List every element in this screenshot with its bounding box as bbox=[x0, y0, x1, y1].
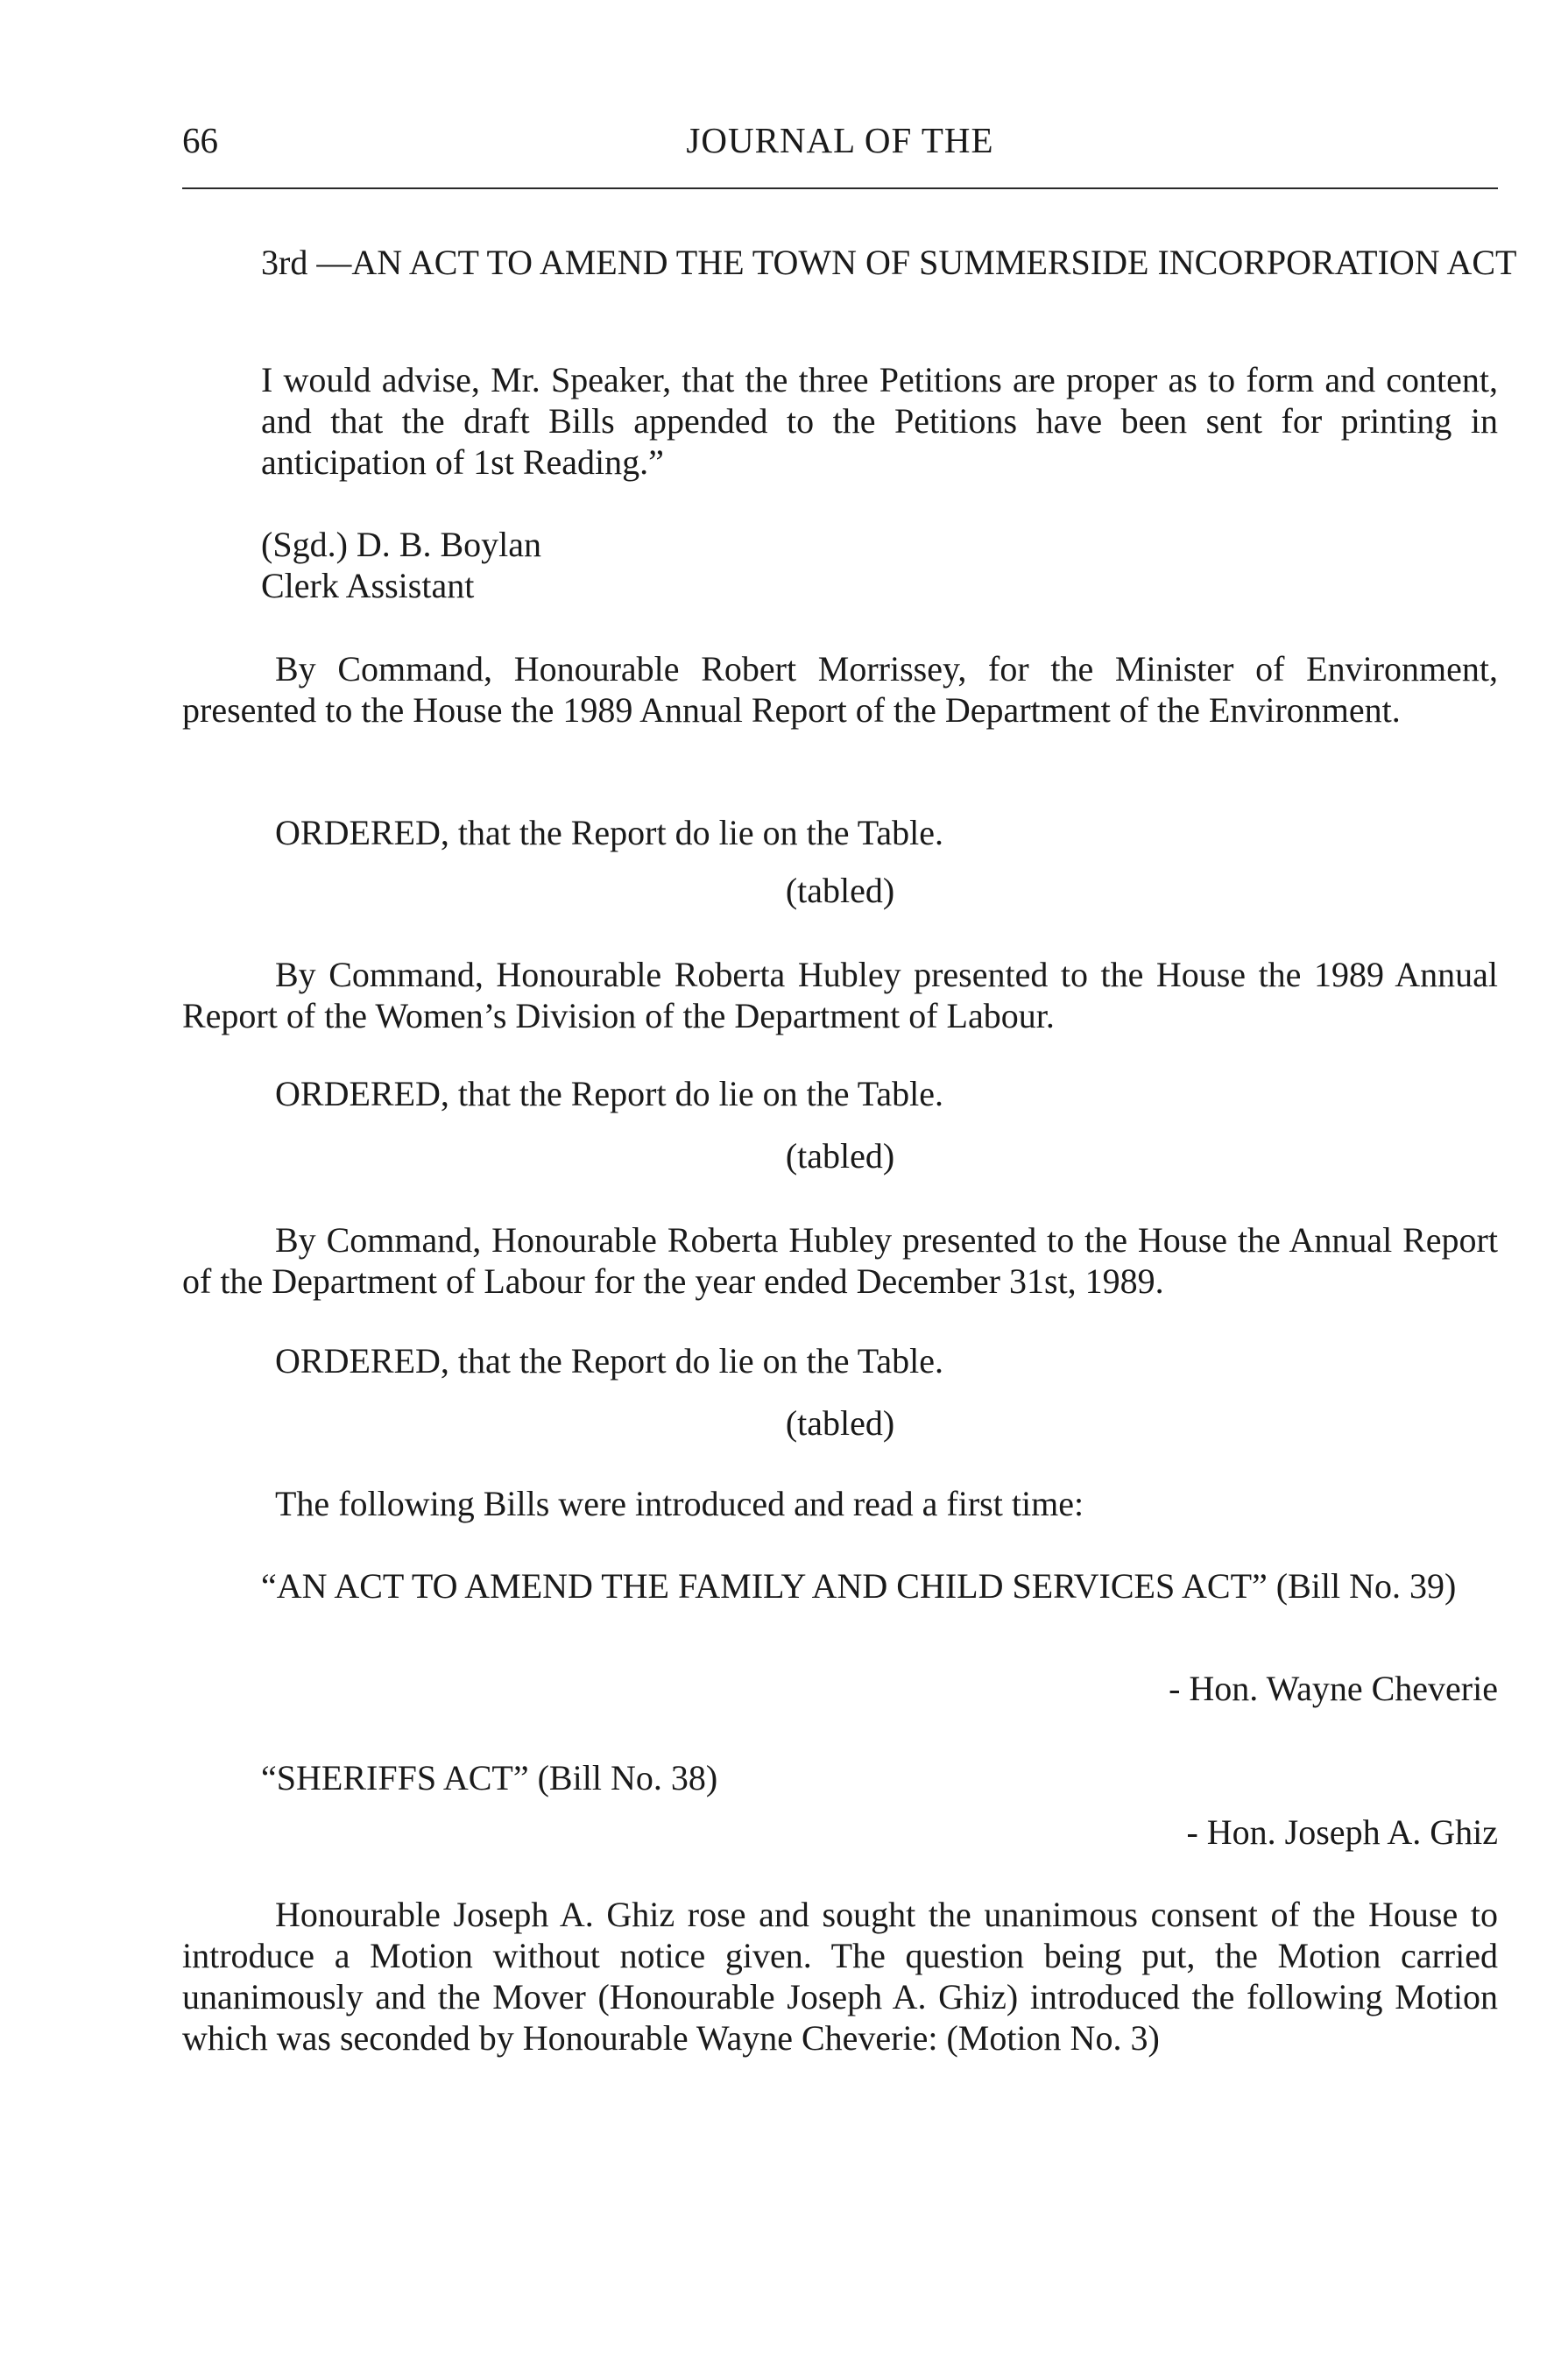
tabled-note-1: (tabled) bbox=[785, 871, 895, 910]
running-title: JOURNAL OF THE bbox=[686, 120, 994, 160]
bill-39-sponsor: - Hon. Wayne Cheverie bbox=[1169, 1669, 1498, 1708]
page-header bbox=[182, 119, 1498, 172]
bill-39-title: “AN ACT TO AMEND THE FAMILY AND CHILD SERVICES ACT” (Bill No. 39) bbox=[261, 1566, 1457, 1606]
page-number: 66 bbox=[182, 120, 218, 160]
petition-third-item: 3rd —AN ACT TO AMEND THE TOWN OF SUMMERSIDE INCORPORATION ACT bbox=[261, 243, 1517, 282]
ordered-line-2: ORDERED, that the Report do lie on the Table. bbox=[275, 1074, 943, 1113]
bills-intro: The following Bills were introduced and read a first time: bbox=[275, 1484, 1084, 1523]
tabled-note-3: (tabled) bbox=[785, 1403, 895, 1443]
tabled-note-2: (tabled) bbox=[785, 1136, 895, 1176]
bill-38-title: “SHERIFFS ACT” (Bill No. 38) bbox=[261, 1758, 718, 1797]
motion-paragraph: Honourable Joseph A. Ghiz rose and sought the unanimous consent of the House to introduce a Motion without notice given. The question being put, the Motion carried unanimously and the Mover (Honourable Joseph A. Ghiz) introduced the following Motion which was seconded by Honourable Wayne Cheverie: (Motion No. 3) bbox=[182, 1895, 1498, 2058]
signature-block bbox=[261, 524, 1498, 606]
signature-title: Clerk Assistant bbox=[261, 566, 475, 605]
ordered-line-1: ORDERED, that the Report do lie on the Table. bbox=[275, 813, 943, 852]
command-paragraph-labour: By Command, Honourable Roberta Hubley presented to the House the Annual Report of the Department of Labour for the year ended December 31st, 1989. bbox=[182, 1220, 1498, 1301]
header-rule bbox=[182, 187, 1498, 189]
signature-name: (Sgd.) D. B. Boylan bbox=[261, 525, 541, 564]
command-paragraph-environment: By Command, Honourable Robert Morrissey, for the Minister of Environment, presented to the House the 1989 Annual Report of the Department of the Environment. bbox=[182, 649, 1498, 730]
ordered-line-3: ORDERED, that the Report do lie on the Table. bbox=[275, 1341, 943, 1381]
advice-paragraph: I would advise, Mr. Speaker, that the three Petitions are proper as to form and content, and that the draft Bills appended to the Petitions have been sent for printing in anticipation of 1st Reading.” bbox=[261, 360, 1498, 482]
command-paragraph-womens-division: By Command, Honourable Roberta Hubley presented to the House the 1989 Annual Report of the Women’s Division of the Department of Labour. bbox=[182, 955, 1498, 1035]
bill-38-sponsor: - Hon. Joseph A. Ghiz bbox=[1186, 1812, 1498, 1852]
